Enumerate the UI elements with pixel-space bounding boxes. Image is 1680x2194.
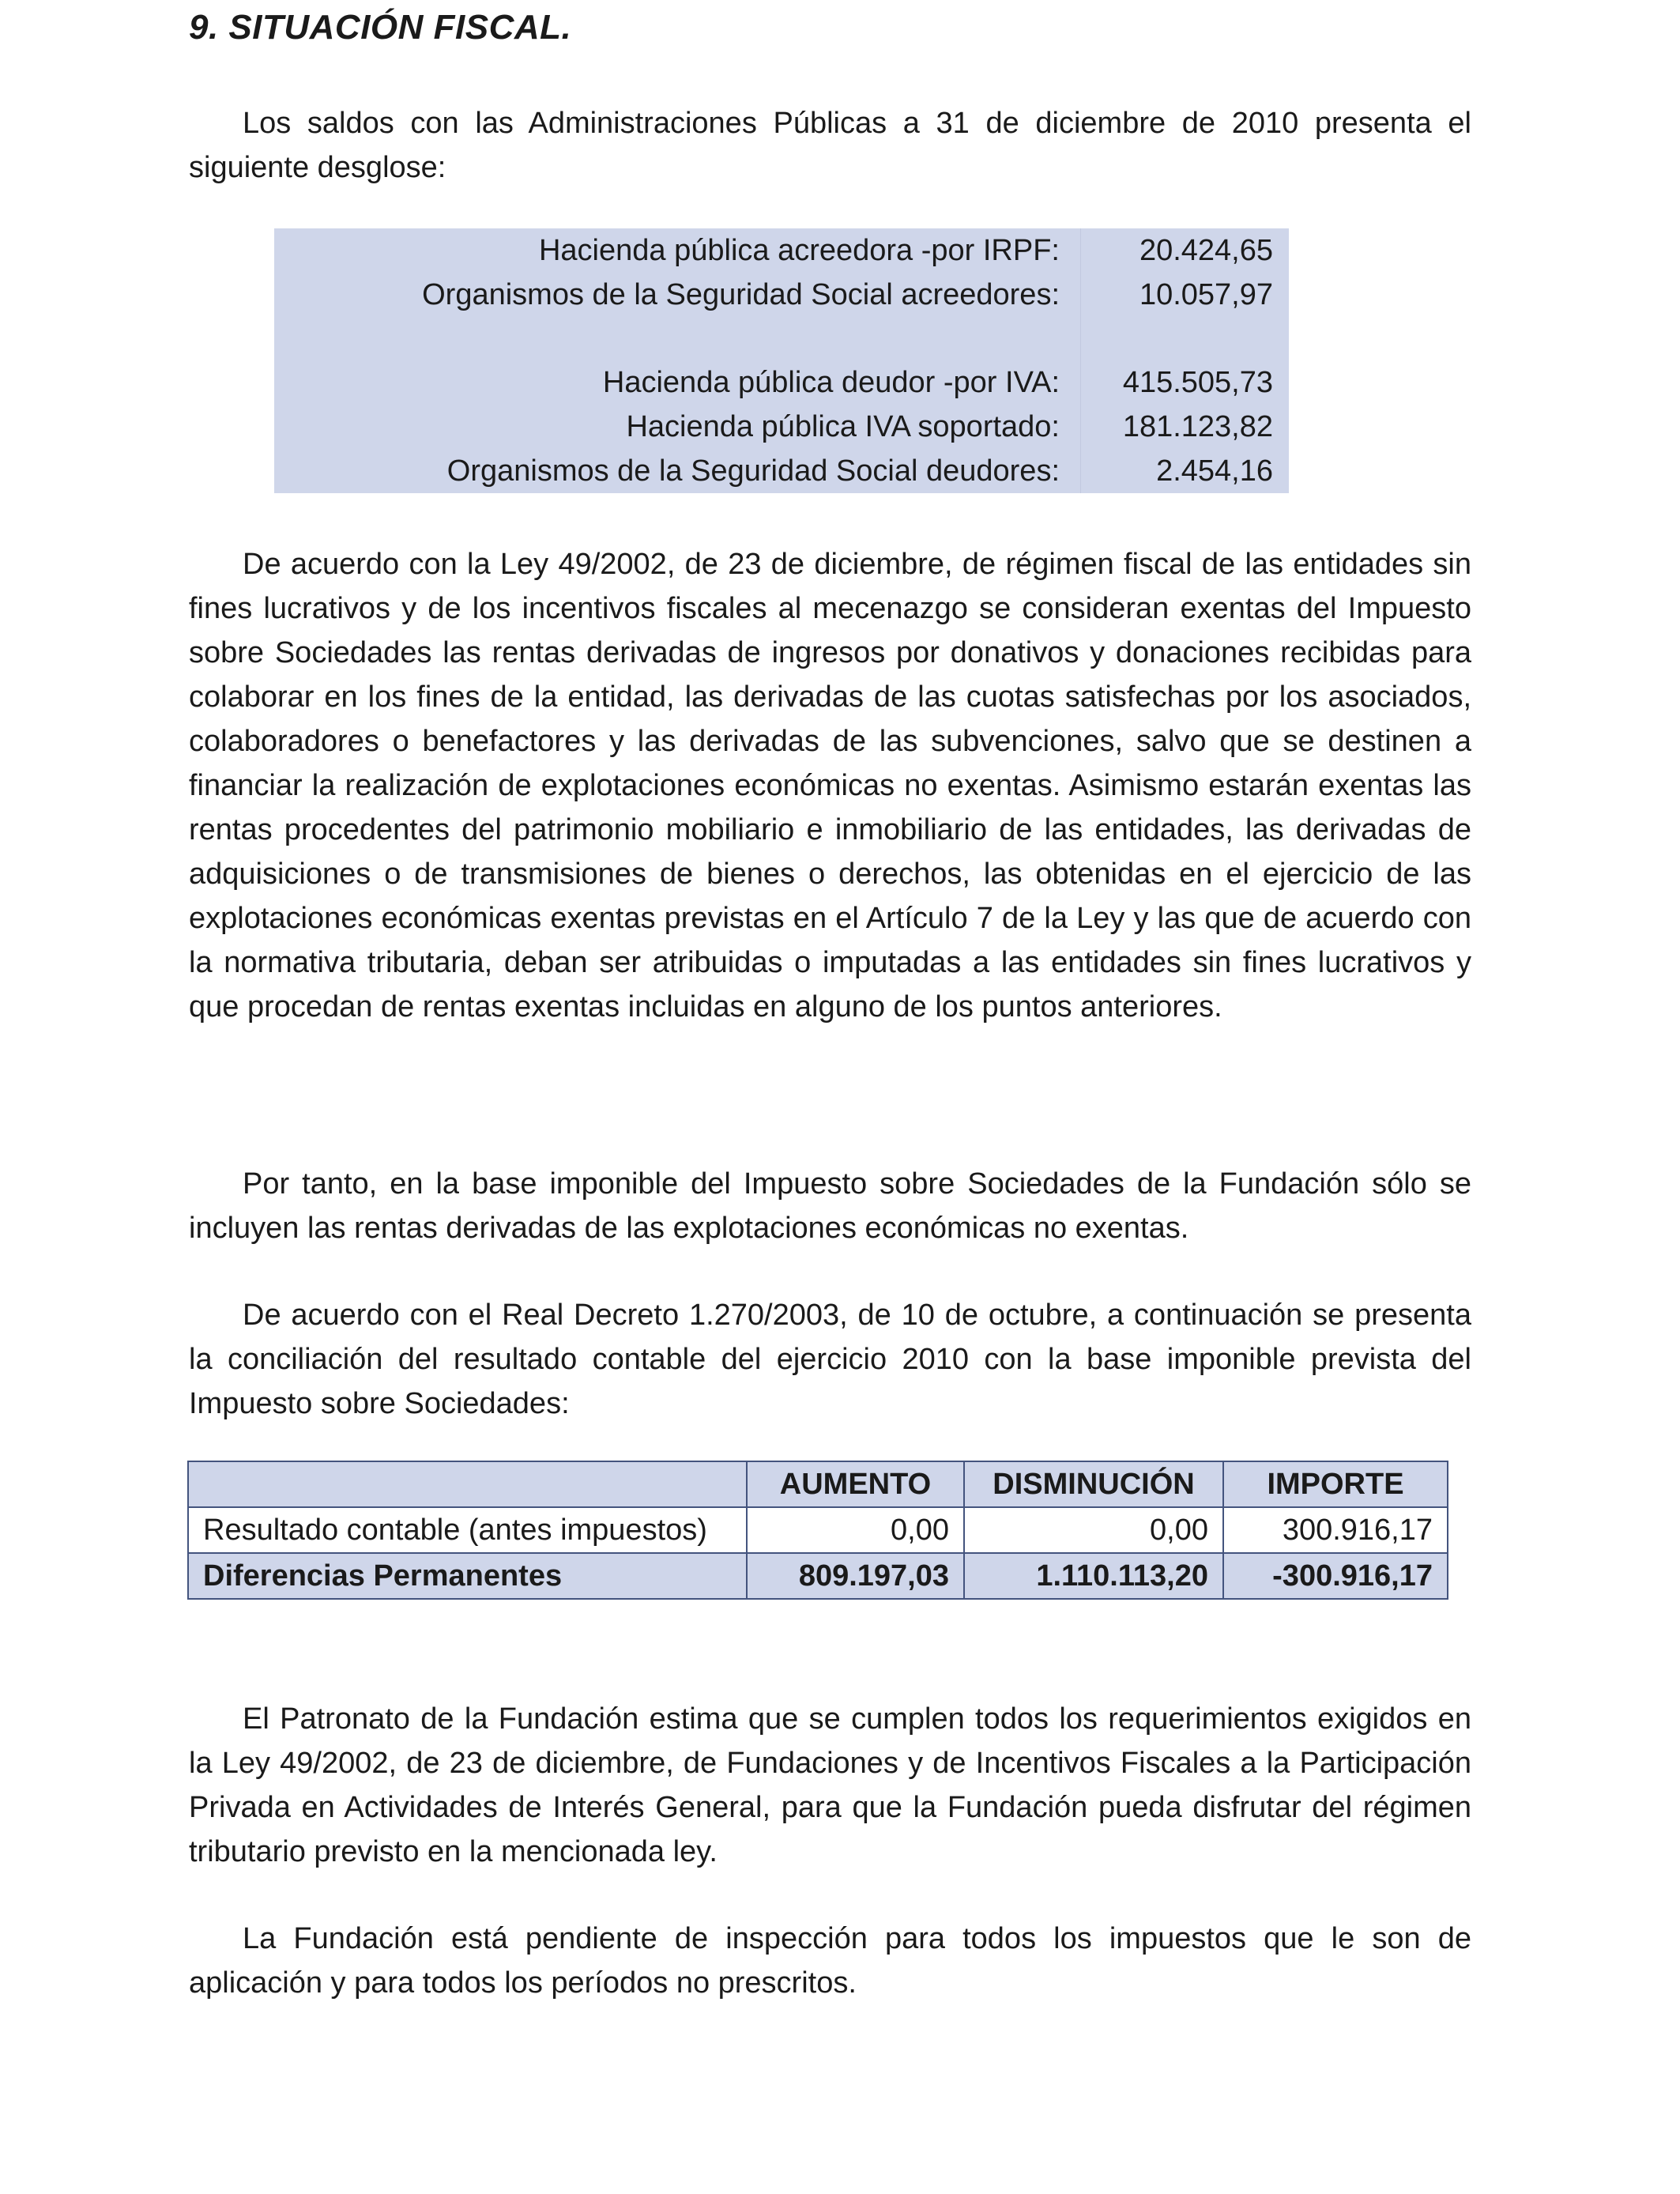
balance-value: 2.454,16 [1156, 454, 1273, 488]
reconciliation-intro-paragraph: De acuerdo con el Real Decreto 1.270/2003, de 10 de octubre, a continuación se presenta la conciliación del resultado contable del ejercicio 2010 con la base imponible prevista del Impuesto sobre Sociedades: [189, 1299, 1471, 1420]
row-label: Diferencias Permanentes [188, 1553, 747, 1599]
balance-row [274, 273, 1289, 317]
inspection-paragraph: La Fundación está pendiente de inspección para todos los impuestos que le son de aplicación y para todos los períodos no prescritos. [189, 1922, 1471, 2000]
table-header-aumento: AUMENTO [747, 1461, 964, 1507]
balance-value: 20.424,65 [1139, 234, 1273, 267]
patronato-paragraph: El Patronato de la Fundación estima que se cumplen todos los requerimientos exigidos en la Ley 49/2002, de 23 de diciembre, de Fundaciones y de Incentivos Fiscales a la Participación Privada en Actividades de Interés General, para que la Fundación pueda disfrutar del régimen tributario previsto en la mencionada ley. [189, 1702, 1471, 1868]
importe-cell: 300.916,17 [1223, 1507, 1448, 1553]
disminucion-cell: 0,00 [964, 1507, 1223, 1553]
disminucion-cell: 1.110.113,20 [964, 1553, 1223, 1599]
balance-row [274, 360, 1289, 405]
balances-box [274, 228, 1289, 493]
reconciliation-table [187, 1461, 1448, 1600]
table-row [188, 1507, 1448, 1553]
balance-value: 181.123,82 [1122, 410, 1273, 443]
importe-cell: -300.916,17 [1223, 1553, 1448, 1599]
row-label: Resultado contable (antes impuestos) [188, 1507, 747, 1553]
balance-row [274, 405, 1289, 449]
balance-row [274, 228, 1289, 273]
tax-base-paragraph: Por tanto, en la base imponible del Impuesto sobre Sociedades de la Fundación sólo se incluyen las rentas derivadas de las explotaciones económicas no exentas. [189, 1167, 1471, 1245]
balance-label: Organismos de la Seguridad Social acreedores: [422, 278, 1060, 311]
table-header-row [188, 1461, 1448, 1507]
balance-label: Hacienda pública acreedora -por IRPF: [538, 234, 1060, 267]
intro-paragraph: Los saldos con las Administraciones Públicas a 31 de diciembre de 2010 presenta el siguiente desglose: [189, 107, 1471, 184]
aumento-cell: 809.197,03 [747, 1553, 964, 1599]
aumento-cell: 0,00 [747, 1507, 964, 1553]
table-row [188, 1553, 1448, 1599]
table-header-disminucion: DISMINUCIÓN [964, 1461, 1223, 1507]
table-header-importe: IMPORTE [1223, 1461, 1448, 1507]
law-paragraph: De acuerdo con la Ley 49/2002, de 23 de diciembre, de régimen fiscal de las entidades sin fines lucrativos y de los incentivos fiscales al mecenazgo se consideran exentas del Impuesto sobre Sociedades las rentas derivadas de ingresos por donativos y donaciones recibidas para colaborar en los fines de la entidad, las derivadas de las cuotas satisfechas por los asociados, colaboradores o benefactores y las derivadas de las subvenciones, salvo que se destinen a financiar la realización de explotaciones económicas no exentas. Asimismo estarán exentas las rentas procedentes del patrimonio mobiliario e inmobiliario de las entidades, las derivadas de adquisiciones o de transmisiones de bienes o derechos, las obtenidas en el ejercicio de las explotaciones económicas exentas previstas en el Artículo 7 de la Ley y las que de acuerdo con la normativa tributaria, deban ser atribuidas o imputadas a las entidades sin fines lucrativos y que procedan de rentas exentas incluidas en alguno de los puntos anteriores. [189, 548, 1471, 1023]
balance-label: Hacienda pública IVA soportado: [626, 410, 1060, 443]
balance-label: Organismos de la Seguridad Social deudores: [446, 454, 1060, 488]
balance-value: 415.505,73 [1122, 366, 1273, 399]
balance-label: Hacienda pública deudor -por IVA: [602, 366, 1060, 399]
section-heading: 9. SITUACIÓN FISCAL. [189, 8, 572, 47]
balance-value: 10.057,97 [1139, 278, 1273, 311]
table-header-empty [188, 1461, 747, 1507]
balance-row [274, 449, 1289, 493]
